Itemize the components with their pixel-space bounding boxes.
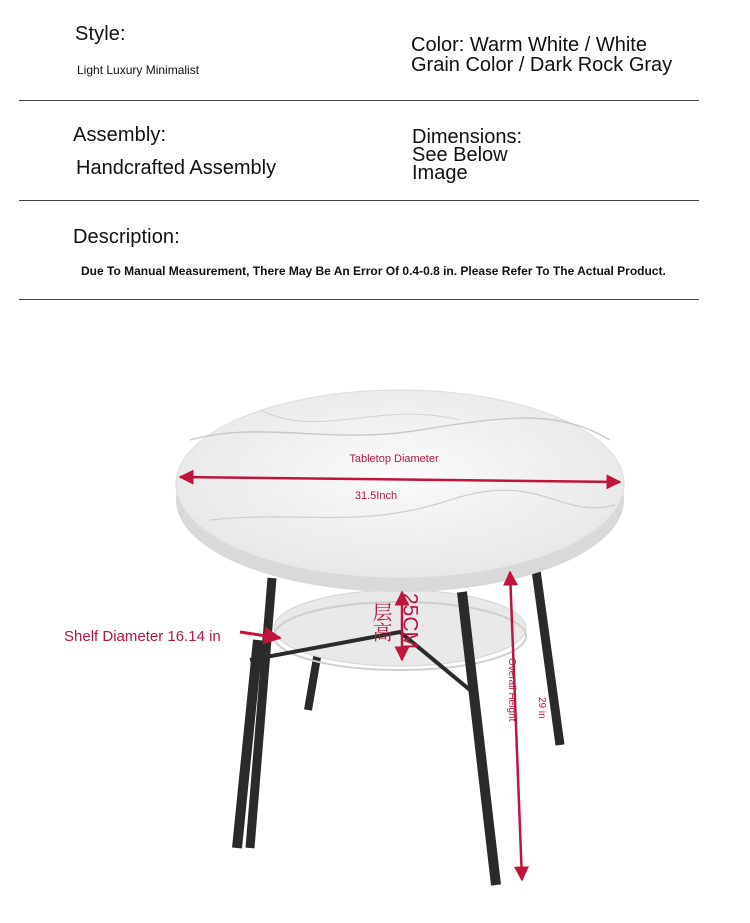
description-text: Due To Manual Measurement, There May Be An Error Of 0.4-0.8 in. Please Refer To The Actual Product. <box>81 264 666 278</box>
dimensions-line-1: See Below <box>412 144 508 166</box>
color-value <box>411 36 672 74</box>
layer-height-cn: 层高 <box>369 602 391 642</box>
tabletop-diameter-label: Tabletop Diameter <box>349 453 439 465</box>
leg-back-right <box>536 570 560 745</box>
tabletop-diameter-value: 31.5Inch <box>354 490 398 502</box>
overall-height-value: 29 in <box>536 697 547 719</box>
dimensions-line-2: Image <box>412 162 468 184</box>
divider-2 <box>19 200 699 201</box>
layer-height-value: 25CM <box>398 593 422 650</box>
side-table-illustration <box>0 300 750 923</box>
style-label: Style: <box>75 23 126 45</box>
shelf-diameter-label: Shelf Diameter 16.14 in <box>64 628 221 645</box>
divider-1 <box>19 100 699 101</box>
assembly-label: Assembly: <box>73 124 167 146</box>
dimensions-label: Dimensions: <box>412 126 523 148</box>
style-value: Light Luxury Minimalist <box>77 63 200 77</box>
overall-height-label: Overall Height <box>506 658 517 722</box>
tabletop <box>176 390 624 578</box>
dimensions-block <box>412 128 522 182</box>
color-line-2: Grain Color / Dark Rock Gray <box>411 54 673 76</box>
assembly-value: Handcrafted Assembly <box>76 157 277 179</box>
description-label: Description: <box>73 226 180 248</box>
color-line-1: Color: Warm White / White <box>411 34 647 56</box>
